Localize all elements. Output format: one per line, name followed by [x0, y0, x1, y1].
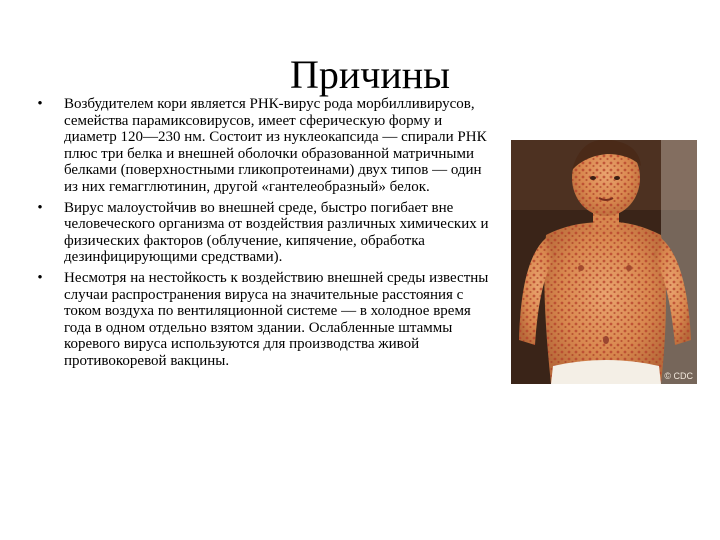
bullet-text: Возбудителем кори является РНК-вирус рода морбилливирусов, семейства парамиксовирусов, имеет сферическую форму и диаметр 120—230 нм. Состоит из нуклеокапсида — спирали РНК плюс три белка и внешней оболочки образованной матричными белками (поверхностными гликопротеинами) двух типов — один из них гемагглютинин, другой «гантелеобразный» белок. [64, 96, 487, 195]
bullet-icon: • [37, 199, 43, 216]
child-rash-photo [511, 140, 697, 384]
bullet-text: Несмотря на нестойкость к воздействию внешней среды известны случаи распространения вируса на значительные расстояния с током воздуха по вентиляционной системе — в холодное время года в одном отдельно взятом здании. Ослабленные штаммы коревого вируса используются для производства живой противокоревой вакцины. [64, 269, 489, 369]
bullet-item [30, 270, 495, 370]
bullet-item [30, 200, 495, 266]
bullet-item [30, 96, 495, 196]
slide-title: Причины [289, 51, 451, 97]
bullet-icon: • [37, 96, 43, 112]
photo-credit: © CDC [664, 371, 693, 381]
photo-illustration [511, 140, 697, 384]
bullet-icon: • [37, 269, 43, 286]
bullet-text: Вирус малоустойчив во внешней среде, быстро погибает вне человеческого организма от воздействия различных химических и физических факторов (облучение, кипячение, обработка дезинфицирующими средствами). [64, 199, 489, 266]
bullet-list [30, 96, 495, 374]
